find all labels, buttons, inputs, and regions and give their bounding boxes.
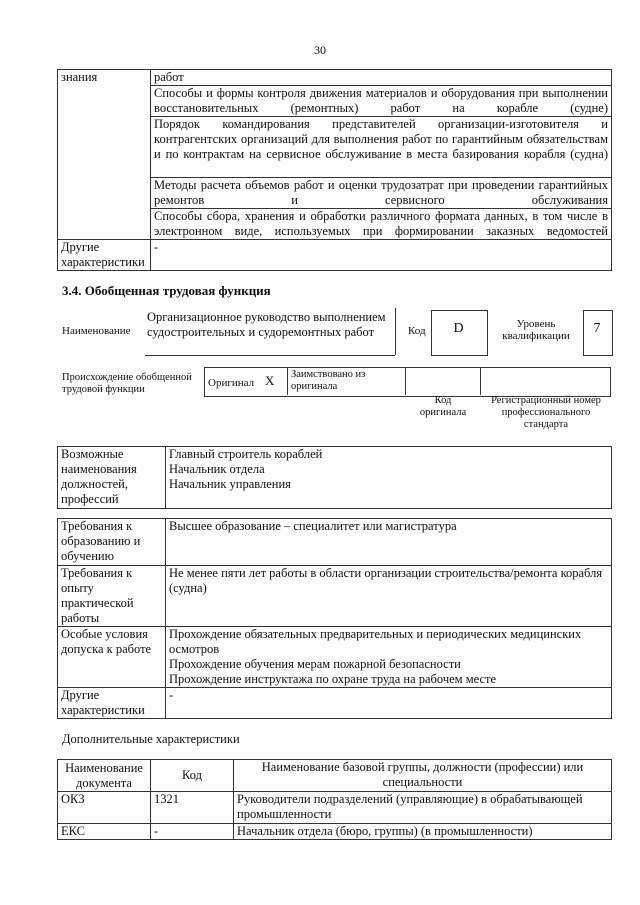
position-item: Начальник отдела bbox=[169, 462, 265, 476]
knowledge-item: Методы расчета объемов работ и оценки трудозатрат при проведении гарантийных ремонтов и сервисного обслуживания bbox=[151, 178, 612, 209]
req-item: Прохождение обучения мерам пожарной безопасности bbox=[169, 657, 461, 671]
other-value: - bbox=[151, 240, 612, 271]
knowledge-table bbox=[57, 69, 612, 271]
req-item: Прохождение обязательных предварительных и периодических медицинских осмотров bbox=[169, 627, 582, 656]
origin-label: Происхождение обобщенной трудовой функции bbox=[62, 372, 192, 395]
section-title: 3.4. Обобщенная трудовая функция bbox=[62, 283, 271, 298]
position-item: Начальник управления bbox=[169, 477, 291, 491]
original-mark: X bbox=[265, 373, 275, 388]
header-code: Код bbox=[151, 760, 234, 792]
name-label: Наименование bbox=[62, 325, 131, 337]
positions-values bbox=[166, 447, 612, 509]
name-cell: Начальник отдела (бюро, группы) (в промышленности) bbox=[234, 824, 612, 840]
code-label: Код bbox=[408, 325, 426, 337]
additional-table bbox=[57, 759, 612, 840]
doc-cell: ОКЗ bbox=[58, 792, 151, 824]
header-document: Наименование документа bbox=[58, 760, 151, 792]
additional-title: Дополнительные характеристики bbox=[62, 732, 240, 746]
original-label: Оригинал bbox=[208, 377, 255, 389]
level-value: 7 bbox=[593, 321, 601, 336]
other-label: Другие характеристики bbox=[58, 240, 151, 271]
header-name: Наименование базовой группы, должности (профессии) или специальности bbox=[234, 760, 612, 792]
level-label: Уровень квалификации bbox=[502, 318, 570, 342]
req-item: Прохождение инструктажа по охране труда на рабочем месте bbox=[169, 672, 497, 686]
name-cell: Руководители подразделений (управляющие) в обрабатывающей промышленности bbox=[234, 792, 612, 824]
req-value: Не менее пяти лет работы в области организации строительства/ремонта корабля (судна) bbox=[166, 566, 612, 627]
knowledge-item: работ bbox=[151, 70, 612, 86]
req-label: Другие характеристики bbox=[58, 688, 166, 719]
code-cell: - bbox=[151, 824, 234, 840]
positions-table bbox=[57, 446, 612, 509]
reg-number-label: Регистрационный номер профессионального стандарта bbox=[491, 395, 601, 430]
req-label: Требования к опыту практической работы bbox=[58, 566, 166, 627]
function-name: Организационное руководство выполнением судостроительных и судоремонтных работ bbox=[147, 310, 386, 339]
page-number: 30 bbox=[314, 43, 326, 57]
knowledge-item: Способы и формы контроля движения материалов и оборудования при выполнении восстановительных (ремонтных) работ на корабле (судне) bbox=[151, 86, 612, 117]
req-value: - bbox=[166, 688, 612, 719]
req-value: Высшее образование – специалитет или магистратура bbox=[166, 519, 612, 566]
requirements-table bbox=[57, 518, 612, 719]
code-original-label: Код оригинала bbox=[419, 395, 467, 418]
position-item: Главный строитель кораблей bbox=[169, 447, 323, 461]
req-values bbox=[166, 627, 612, 688]
knowledge-item: Порядок командирования представителей организации-изготовителя и контрагентских организаций для выполнения работ по гарантийным обязательствам и по контрактам на сервисное обслуживание в места базирования корабля (судна) bbox=[151, 117, 612, 178]
borrowed-label: Заимствовано из оригинала bbox=[291, 369, 366, 392]
req-label: Требования к образованию и обучению bbox=[58, 519, 166, 566]
knowledge-item: Способы сбора, хранения и обработки различного формата данных, в том числе в электронном виде, используемых при формировании заказных ведомостей bbox=[151, 209, 612, 240]
doc-cell: ЕКС bbox=[58, 824, 151, 840]
knowledge-label: знания bbox=[58, 70, 151, 240]
code-cell: 1321 bbox=[151, 792, 234, 824]
req-label: Особые условия допуска к работе bbox=[58, 627, 166, 688]
positions-label: Возможные наименования должностей, профессий bbox=[58, 447, 166, 509]
code-value: D bbox=[453, 321, 464, 336]
